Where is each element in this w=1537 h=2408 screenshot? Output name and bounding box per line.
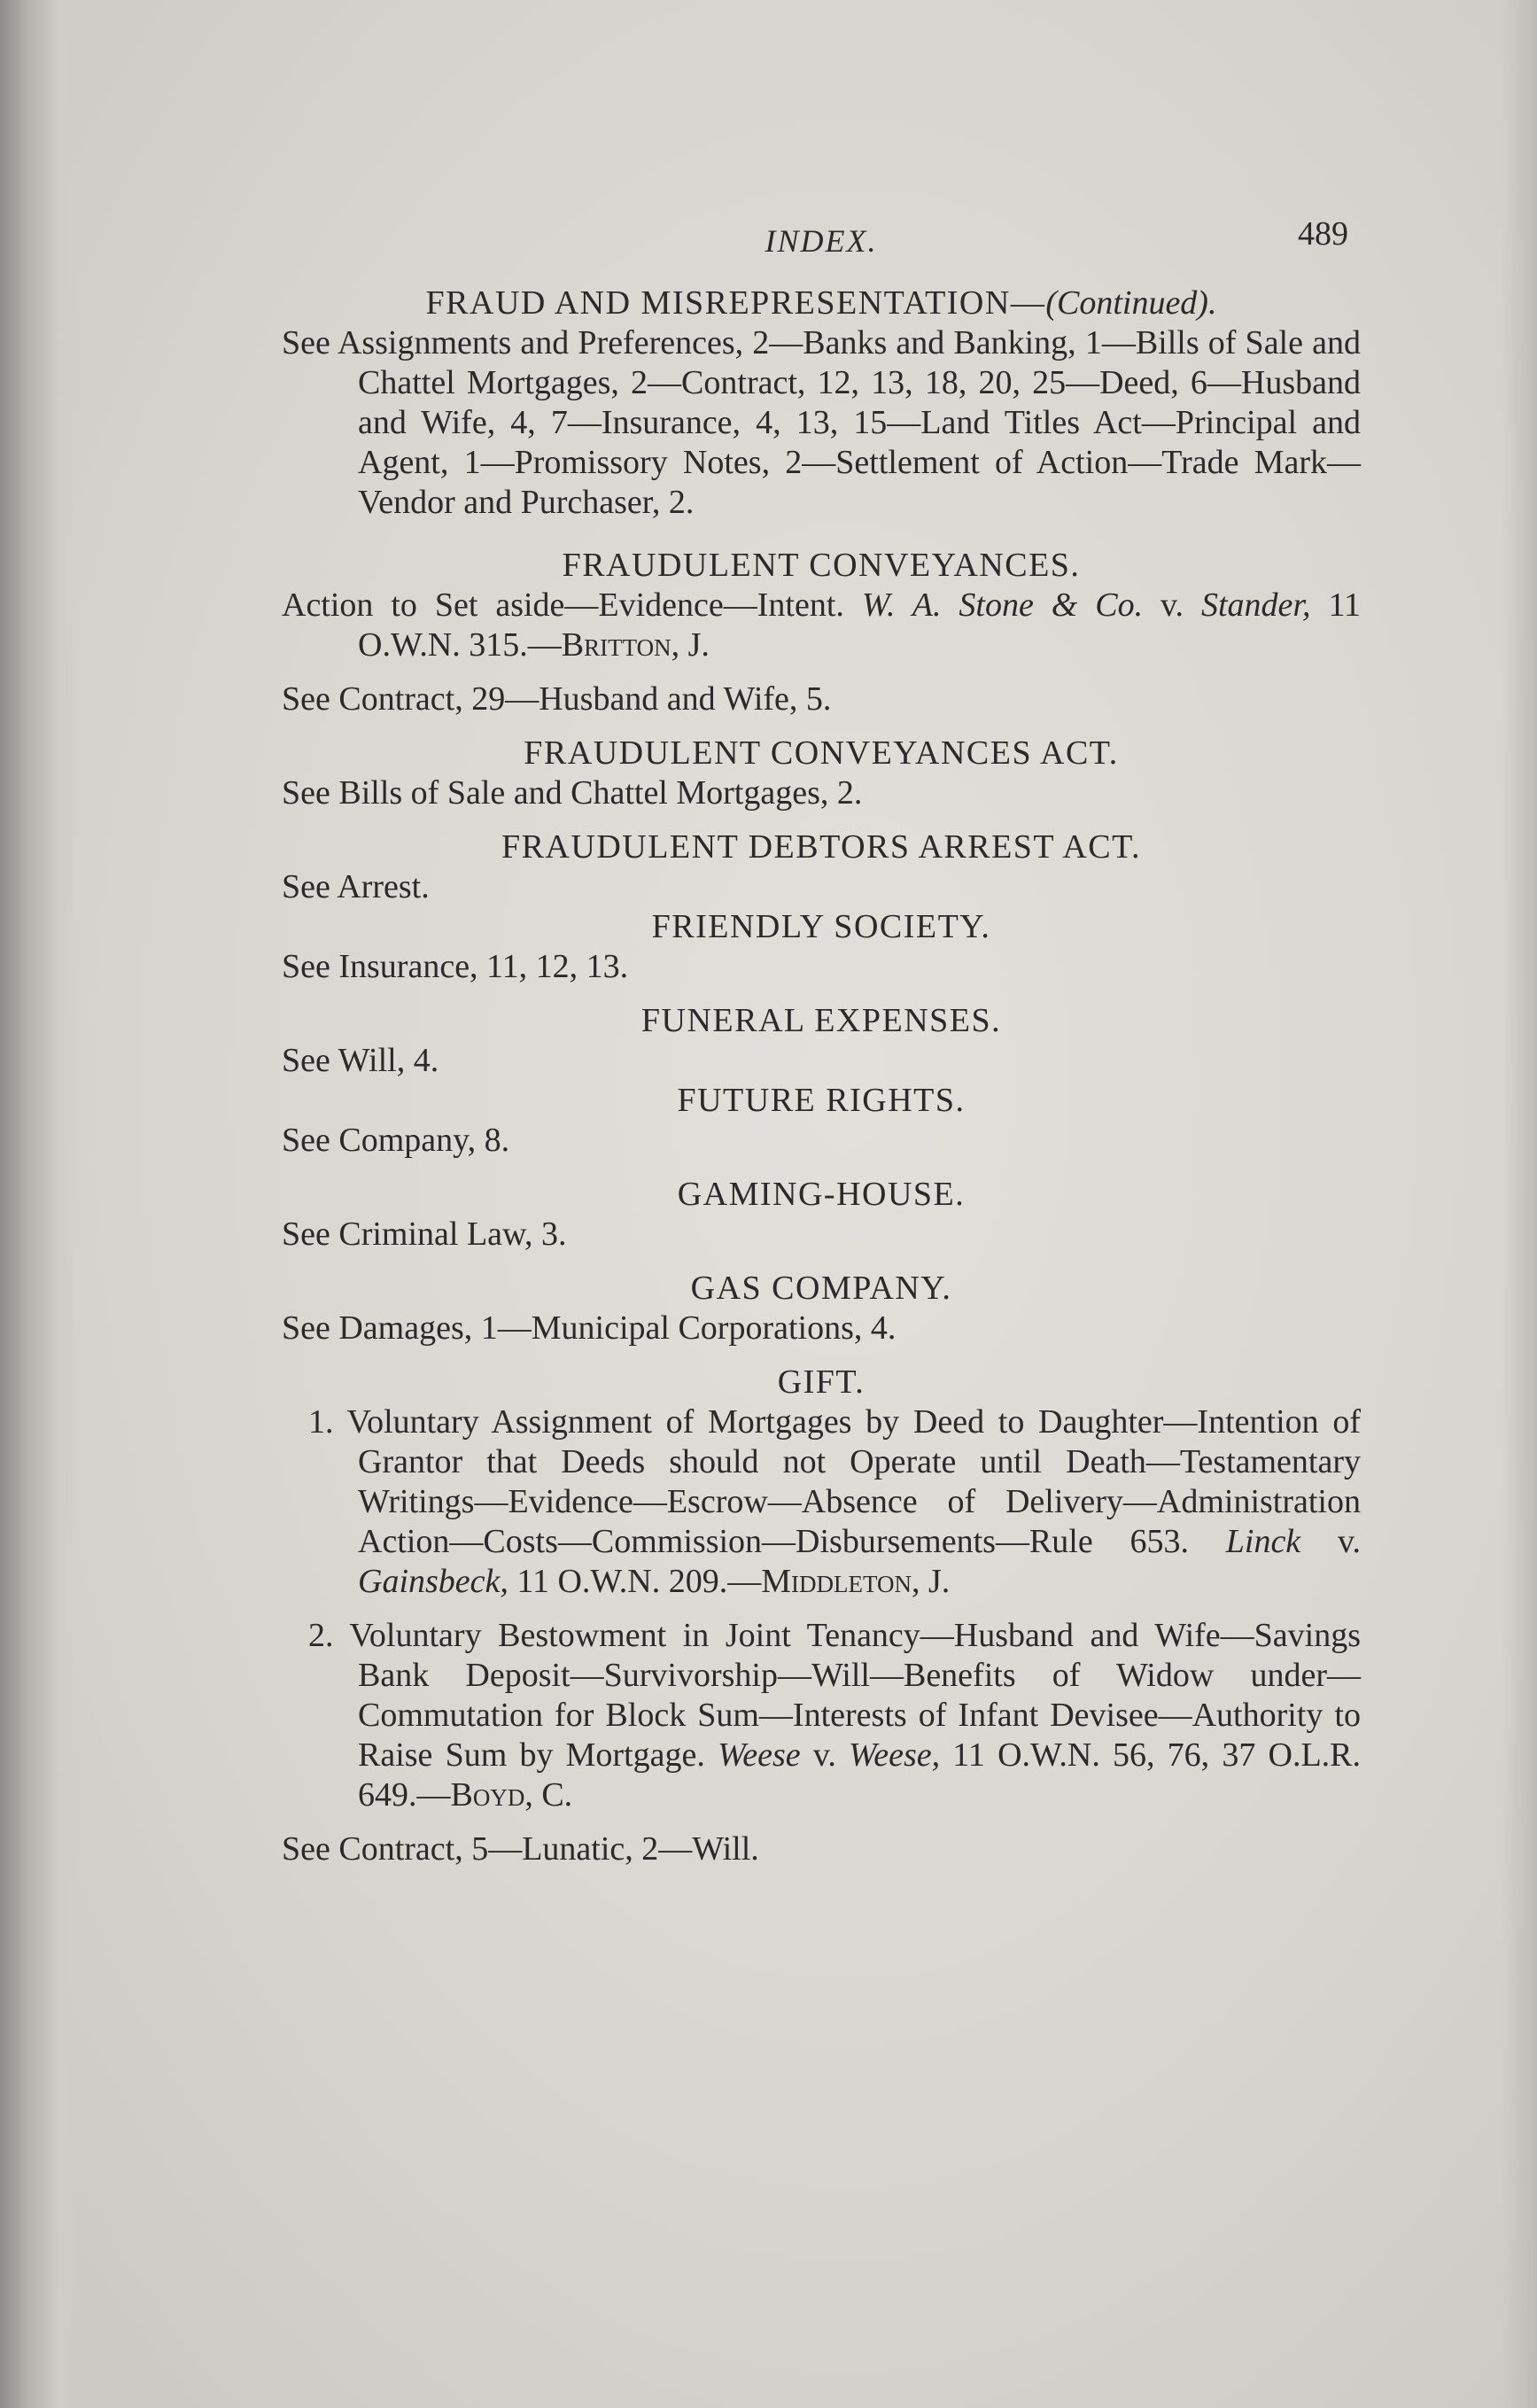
- spacer: [282, 1602, 1361, 1616]
- entry-heading-gas-company: GAS COMPANY.: [690, 1270, 952, 1307]
- case-versus: v.: [1337, 1523, 1362, 1560]
- entry-heading-friendly-society: FRIENDLY SOCIETY.: [651, 908, 991, 945]
- see-reference-friendly-society: See Insurance, 11, 12, 13.: [282, 948, 629, 985]
- case-defendant: Stander,: [1201, 586, 1311, 624]
- spacer: [282, 813, 1361, 827]
- entry-heading-gaming-house: GAMING-HOUSE.: [677, 1176, 966, 1213]
- heading-text: FRAUD AND MISREPRESENTATION—: [425, 284, 1046, 322]
- spacer: [282, 1161, 1361, 1175]
- page-gutter-shadow: [0, 0, 80, 2408]
- running-title: INDEX.: [765, 223, 878, 259]
- spacer: [282, 719, 1361, 734]
- see-reference-fraudulent-debtors: See Arrest.: [282, 868, 430, 905]
- entry-heading-funeral-expenses: FUNERAL EXPENSES.: [640, 1002, 1002, 1039]
- entry-heading-gift: GIFT.: [777, 1363, 866, 1401]
- case-citation: 11 O.W.N. 209.—: [516, 1563, 762, 1600]
- case-judge: Britton, J.: [561, 626, 710, 664]
- case-plaintiff: W. A. Stone & Co.: [861, 586, 1144, 624]
- spacer: [282, 523, 1361, 546]
- case-judge: Middleton, J.: [761, 1563, 951, 1600]
- see-reference-fraudulent-conveyances: See Contract, 29—Husband and Wife, 5.: [282, 680, 832, 718]
- entry-heading-fraud: [282, 284, 1361, 323]
- heading-continued: (Continued).: [1045, 284, 1217, 322]
- entry-heading-fraudulent-debtors: FRAUDULENT DEBTORS ARREST ACT.: [501, 828, 1142, 866]
- case-defendant: Weese,: [849, 1736, 941, 1774]
- see-reference-fraud: See Assignments and Preferences, 2—Banks and Banking, 1—Bills of Sale and Chattel Mortgages, 2—Contract, 12, 13, 18, 20, 25—Deed, 6—Husband and Wife, 4, 7—Insurance, 4, 13, 15—Land Titles Act—Principal and Agent, 1—Promissory Notes, 2—Settlement of Action—Trade Mark—Vendor and Purchaser, 2.: [282, 324, 1361, 521]
- case-defendant: Gainsbeck,: [358, 1563, 508, 1600]
- case-plaintiff: Linck: [1225, 1523, 1301, 1560]
- gift-item-1: [282, 1402, 1361, 1602]
- case-plaintiff: Weese: [718, 1736, 801, 1774]
- case-citation: 11 O.W.N. 315.—: [358, 586, 1362, 664]
- case-judge: Boyd, C.: [450, 1776, 573, 1814]
- spacer: [282, 665, 1361, 680]
- entry-heading-future-rights: FUTURE RIGHTS.: [677, 1082, 966, 1119]
- see-reference-funeral-expenses: See Will, 4.: [282, 1042, 439, 1079]
- case-citation: 11 O.W.N. 56, 76, 37 O.L.R. 649.—: [358, 1736, 1362, 1814]
- see-reference-gift: See Contract, 5—Lunatic, 2—Will.: [282, 1830, 759, 1868]
- see-reference-fraudulent-conveyances-act: See Bills of Sale and Chattel Mortgages, 2.: [282, 774, 863, 812]
- page-number: 489: [1298, 215, 1348, 252]
- see-reference-gas-company: See Damages, 1—Municipal Corporations, 4.: [282, 1309, 897, 1347]
- see-reference-gaming-house: See Criminal Law, 3.: [282, 1216, 567, 1253]
- digest-text: 2. Voluntary Bestowment in Joint Tenancy—Husband and Wife—Savings Bank Deposit—Survivorship—Will—Benefits of Widow under—Commutation for Block Sum—Interests of Infant Devisee—Authority to Raise Sum by Mortgage.: [308, 1617, 1361, 1774]
- spacer: [282, 1254, 1361, 1269]
- see-reference-future-rights: See Company, 8.: [282, 1122, 510, 1159]
- entry-text-fraudulent-conveyances: [282, 586, 1361, 665]
- spacer: [282, 1348, 1361, 1363]
- gift-item-2: [282, 1616, 1361, 1815]
- entry-heading-fraudulent-conveyances: FRAUDULENT CONVEYANCES.: [562, 547, 1081, 584]
- index-text-block: [282, 206, 1361, 1869]
- running-head: [282, 206, 1361, 259]
- spacer: [282, 1815, 1361, 1829]
- case-versus: v.: [1161, 586, 1184, 624]
- entry-heading-fraudulent-conveyances-act: FRAUDULENT CONVEYANCES ACT.: [524, 734, 1119, 772]
- digest-text: 1. Voluntary Assignment of Mortgages by Deed to Daughter—Intention of Grantor that Deeds should not Operate until Death—Testamentary Writings—Evidence—Escrow—Absence of Delivery—Administration Action—Costs—Commission—Disbursements—Rule 653.: [308, 1403, 1361, 1560]
- case-versus: v.: [812, 1736, 836, 1774]
- spacer: [282, 987, 1361, 1001]
- page-edge-shadow: [1502, 0, 1537, 2408]
- digest-text: Action to Set aside—Evidence—Intent.: [282, 586, 844, 624]
